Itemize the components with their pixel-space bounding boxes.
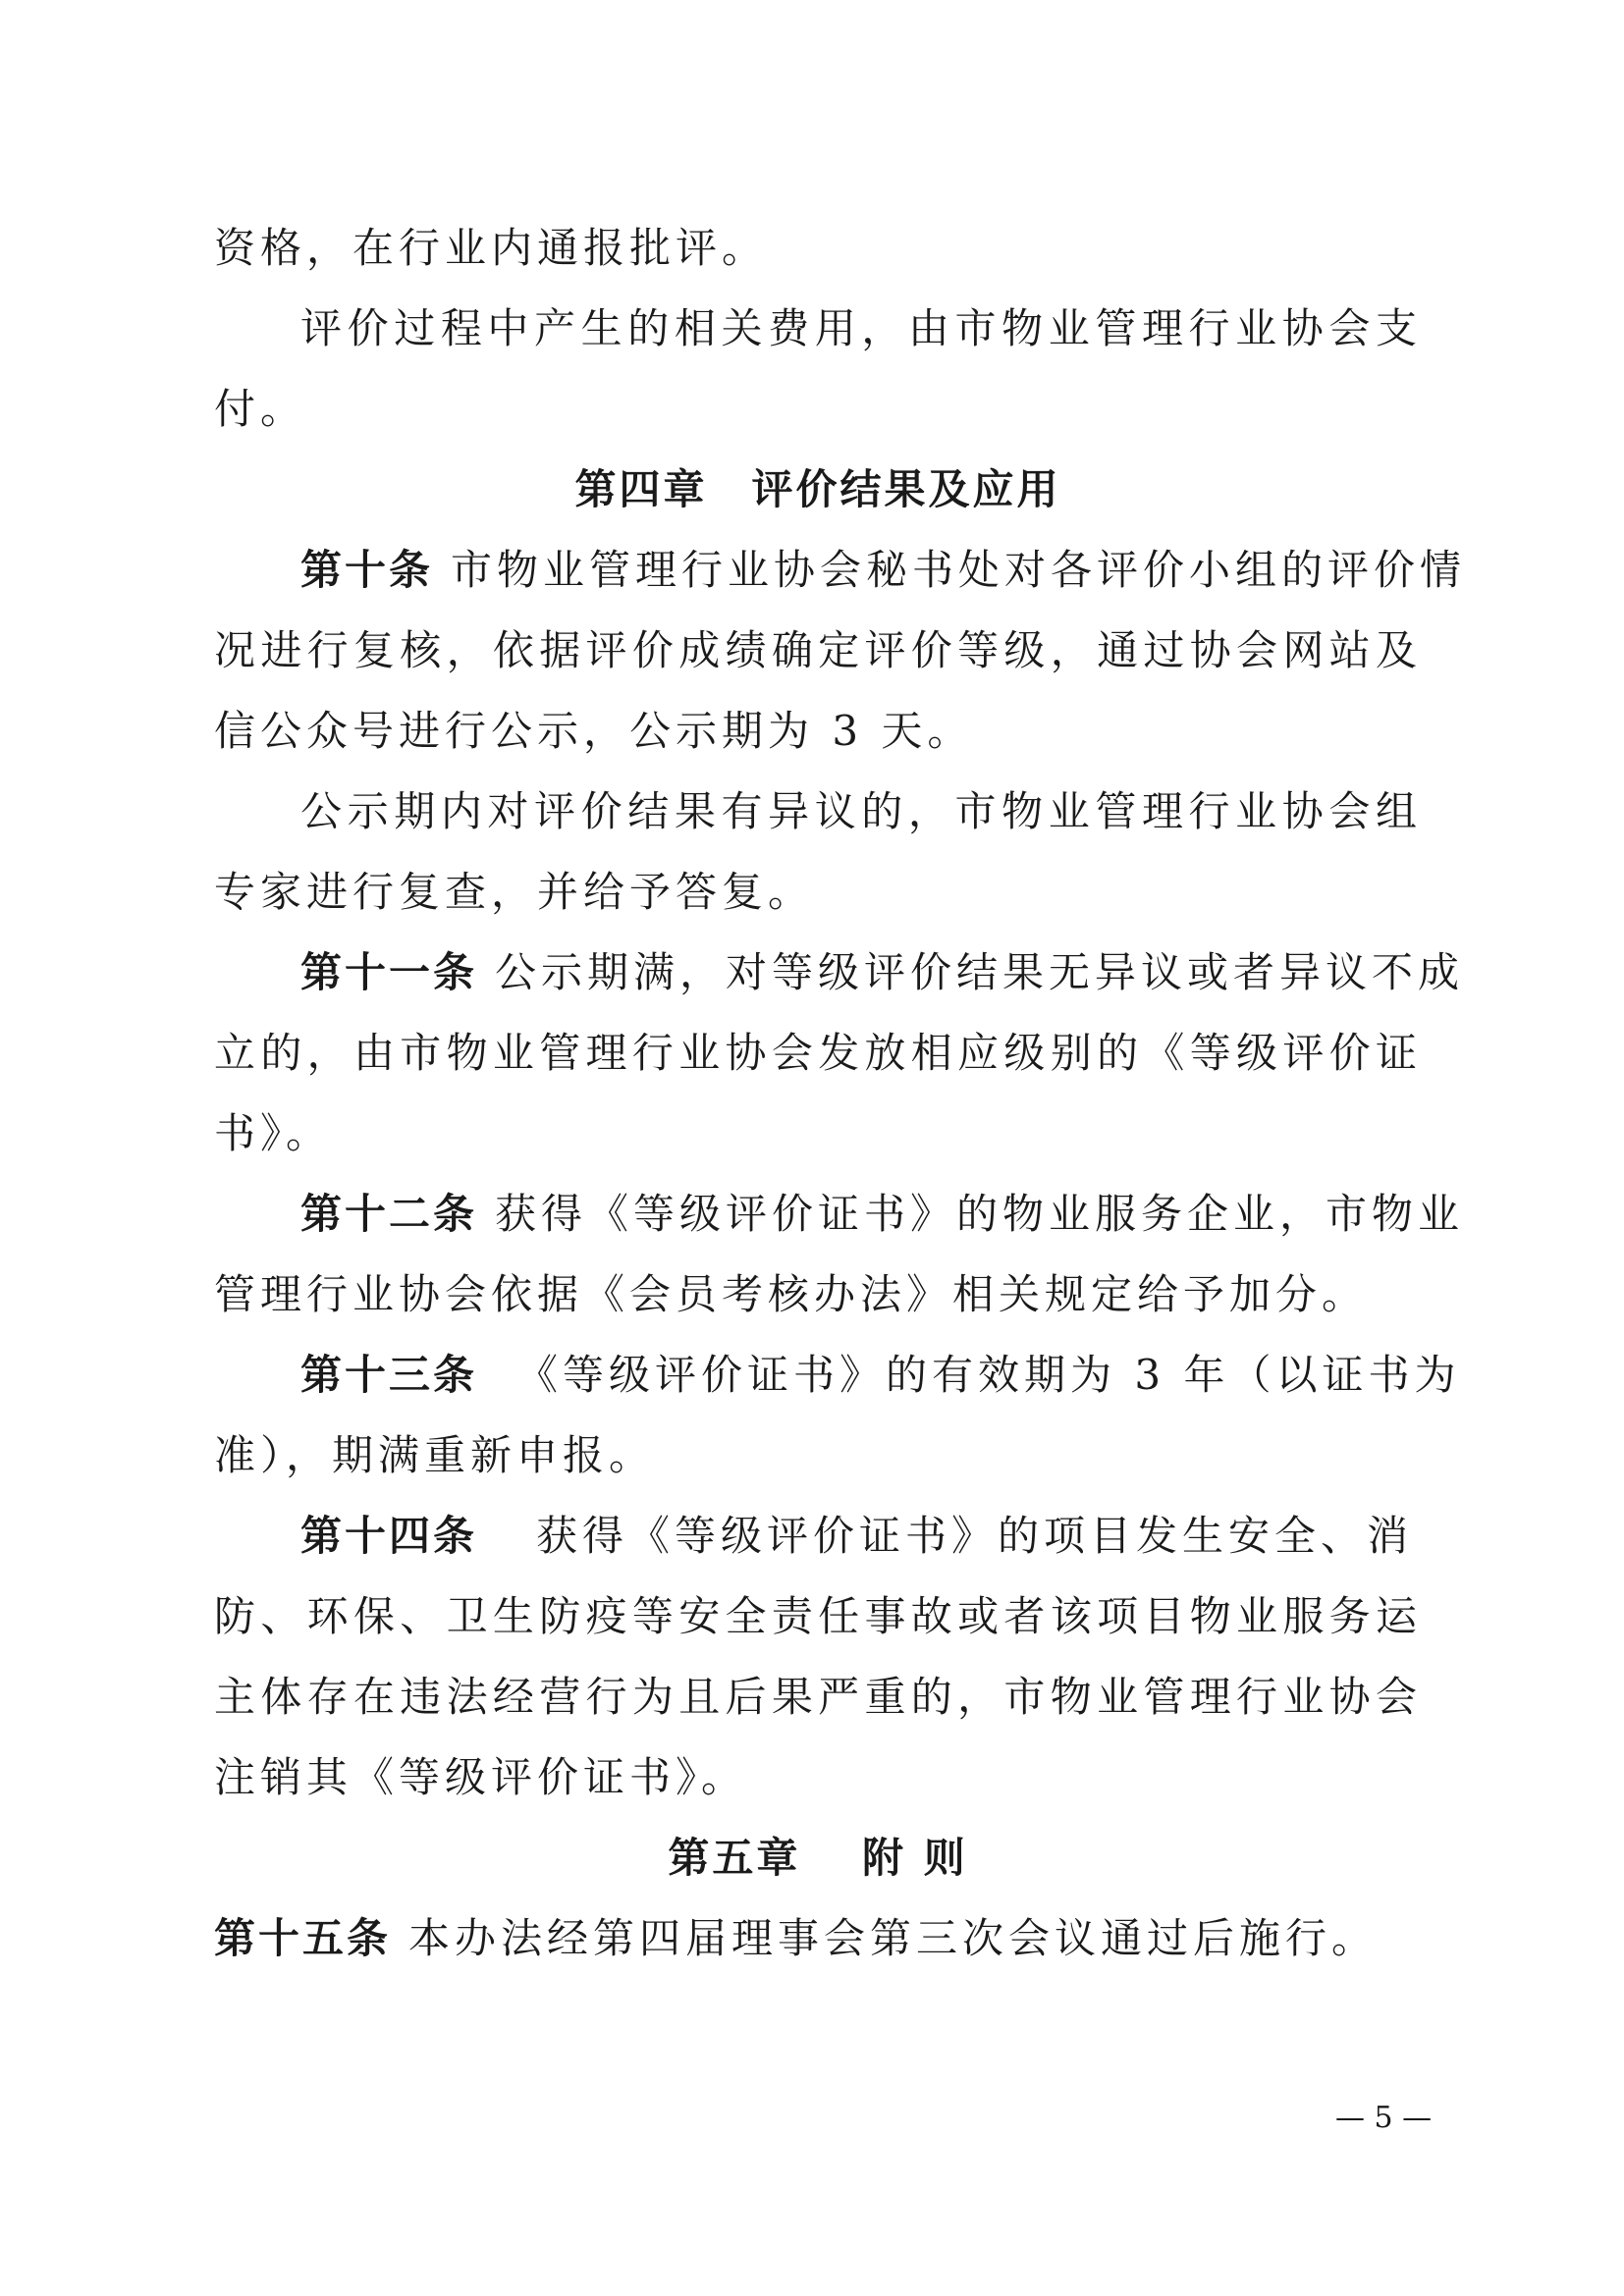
text-line: 书》。: [214, 1109, 333, 1157]
text-span: 获得《等级评价证书》的项目发生安全、消: [536, 1512, 1414, 1560]
text-line: 资格，在行业内通报批评。: [214, 224, 769, 272]
chapter-heading: 第五章 附 则: [668, 1834, 968, 1882]
text-line: 防、环保、卫生防疫等安全责任事故或者该项目物业服务运: [214, 1592, 1422, 1640]
text-line: 专家进行复查，并给予答复。: [214, 868, 815, 916]
article-label: 第十五条: [214, 1914, 392, 1962]
text-span: 市物业管理行业协会秘书处对各评价小组的评价情: [451, 546, 1467, 594]
article-13-line: [214, 1335, 1461, 1415]
text-line: 付。: [214, 385, 307, 433]
text-line: 准），期满重新申报。: [214, 1431, 656, 1479]
article-14-line: [214, 1496, 1422, 1576]
text-line: 管理行业协会依据《会员考核办法》相关规定给予加分。: [214, 1270, 1369, 1318]
text-line: 况进行复核，依据评价成绩确定评价等级，通过协会网站及: [214, 626, 1422, 674]
page-number: — 5 —: [1335, 2101, 1433, 2135]
article-label: 第十四条: [300, 1512, 478, 1560]
text-line: 注销其《等级评价证书》。: [214, 1753, 748, 1801]
text-span: 《等级评价证书》的有效期为 3 年（以证书为: [516, 1351, 1461, 1399]
article-10-line: [214, 530, 1467, 611]
chapter-heading: 第四章 评价结果及应用: [574, 465, 1061, 513]
text-line: 公示期内对评价结果有异议的，市物业管理行业协会组: [300, 787, 1422, 835]
text-line: 立的，由市物业管理行业协会发放相应级别的《等级评价证: [214, 1029, 1422, 1077]
text-line: 主体存在违法经营行为且后果严重的，市物业管理行业协会: [214, 1673, 1422, 1721]
article-label: 第十二条: [300, 1190, 478, 1238]
article-12-line: [214, 1174, 1465, 1255]
text-span: 获得《等级评价证书》的物业服务企业，市物业: [495, 1190, 1465, 1238]
text-line: 评价过程中产生的相关费用，由市物业管理行业协会支: [300, 304, 1422, 352]
text-span: 公示期满，对等级评价结果无异议或者异议不成: [495, 948, 1465, 996]
article-label: 第十一条: [300, 948, 478, 996]
document-body: [214, 208, 1467, 1979]
text-line: 信公众号进行公示，公示期为 3 天。: [214, 707, 974, 755]
article-11-line: [214, 933, 1465, 1013]
article-label: 第十条: [300, 546, 434, 594]
article-label: 第十三条: [300, 1351, 478, 1399]
article-15-line: [214, 1898, 1422, 1979]
text-span: 本办法经第四届理事会第三次会议通过后施行。: [408, 1914, 1379, 1962]
